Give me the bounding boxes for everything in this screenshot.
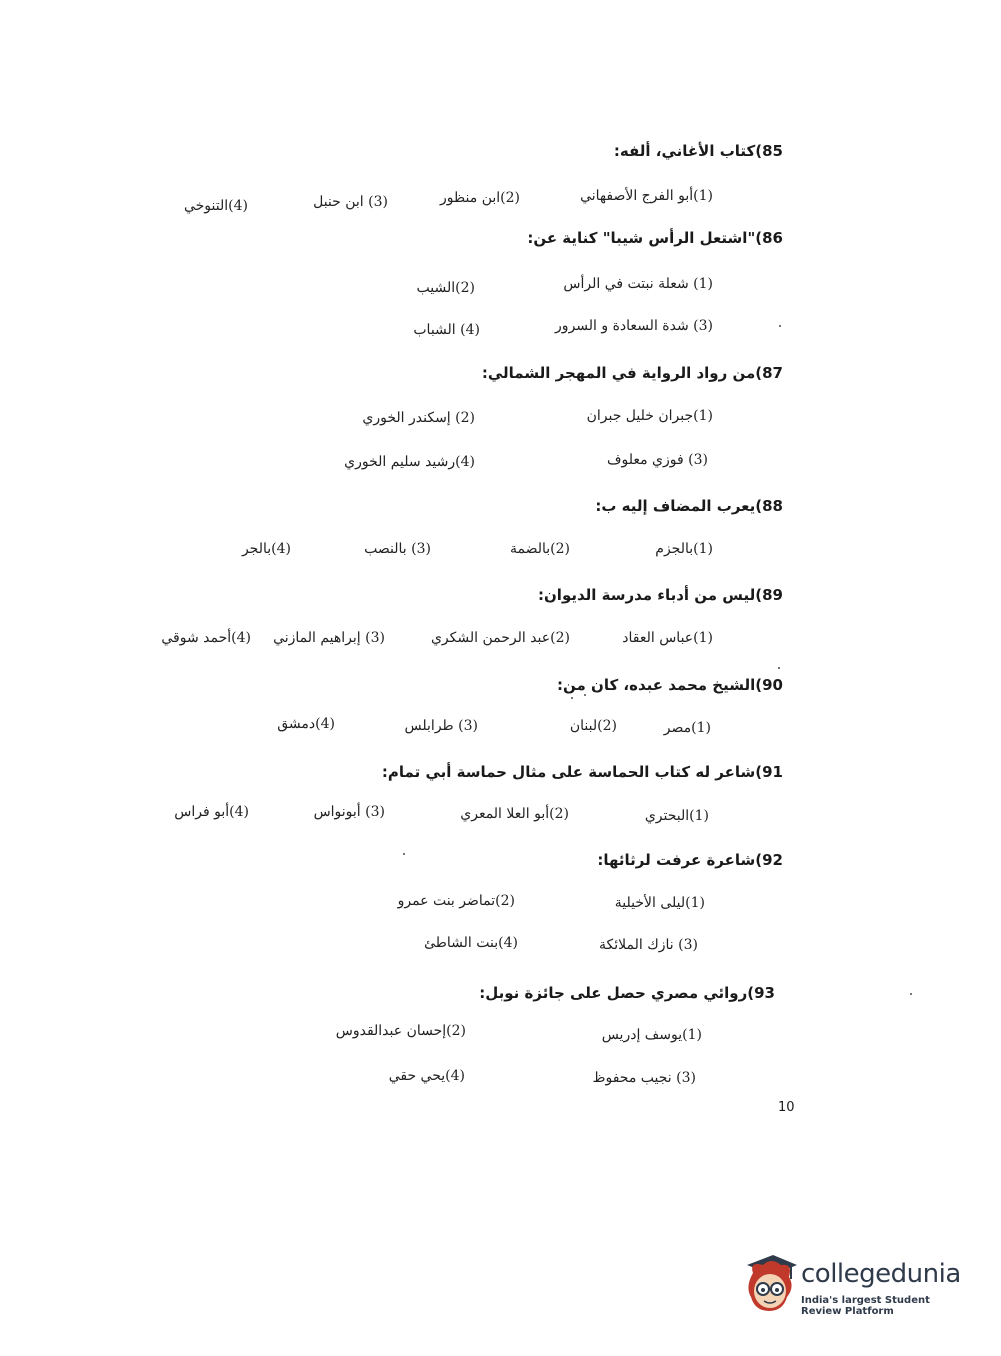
scan-speck	[584, 694, 586, 696]
question-89: 89)ليس من أدباء مدرسة الديوان:	[538, 586, 783, 604]
option-88-3: (3) بالنصب	[364, 541, 431, 557]
logo-wordmark: collegedunia	[801, 1259, 961, 1289]
option-93-2: (2)إحسان عبدالقدوس	[335, 1023, 466, 1039]
option-89-1: (1)عباس العقاد	[622, 630, 713, 646]
option-88-1: (1)بالجزم	[655, 541, 713, 557]
option-86-3: (3) شدة السعادة و السرور	[555, 318, 713, 334]
scan-speck	[571, 697, 573, 699]
option-86-4: (4) الشباب	[413, 322, 480, 338]
option-85-3: (3) ابن حنبل	[313, 194, 388, 210]
collegedunia-logo	[743, 1253, 973, 1323]
scan-speck	[403, 853, 405, 855]
page-number: 10	[778, 1100, 795, 1115]
option-91-1: (1)البحتري	[644, 808, 709, 824]
option-90-1: (1)مصر	[663, 720, 711, 736]
option-93-3: (3) نجيب محفوظ	[592, 1070, 696, 1086]
option-92-3: (3) نازك الملائكة	[599, 937, 698, 953]
scan-speck	[910, 993, 912, 995]
mascot-icon	[743, 1253, 799, 1315]
option-93-4: (4)يحي حقي	[388, 1068, 465, 1084]
question-87: 87)من رواد الرواية في المهجر الشمالي:	[481, 364, 783, 382]
logo-tagline: India's largest Student Review Platform	[801, 1295, 930, 1317]
option-87-3: (3) فوزي معلوف	[606, 452, 708, 468]
option-91-4: (4)أبو فراس	[174, 804, 249, 820]
option-93-1: (1)يوسف إدريس	[601, 1027, 702, 1043]
option-85-2: (2)ابن منظور	[440, 190, 520, 206]
question-91: 91)شاعر له كتاب الحماسة على مثال حماسة أبي تمام:	[381, 763, 783, 781]
option-92-1: (1)ليلى الأخيلية	[614, 895, 705, 911]
option-87-2: (2) إسكندر الخوري	[362, 410, 475, 426]
scan-speck	[778, 667, 780, 669]
question-90: 90)الشيخ محمد عبده، كان من:	[557, 676, 783, 694]
option-90-3: (3) طرابلس	[404, 718, 478, 734]
scan-speck	[779, 325, 781, 327]
option-88-2: (2)بالضمة	[509, 541, 570, 557]
option-85-4: (4)التنوخي	[183, 198, 248, 214]
question-93: 93)روائي مصري حصل على جائزة نوبل:	[479, 984, 775, 1002]
question-88: 88)يعرب المضاف إليه ب:	[595, 497, 783, 515]
option-86-1: (1) شعلة نبتت في الرأس	[563, 276, 713, 292]
option-89-3: (3) إبراهيم المازني	[273, 630, 385, 646]
option-89-4: (4)أحمد شوقي	[161, 630, 251, 646]
option-86-2: (2)الشيب	[416, 280, 475, 296]
option-89-2: (2)عبد الرحمن الشكري	[430, 630, 570, 646]
option-91-2: (2)أبو العلا المعري	[460, 806, 569, 822]
question-92: 92)شاعرة عرفت لرثائها:	[597, 851, 783, 869]
option-90-4: (4)دمشق	[277, 716, 335, 732]
question-86: 86)"اشتعل الرأس شيبا" كناية عن:	[527, 229, 783, 247]
option-91-3: (3) أبونواس	[313, 804, 385, 820]
option-92-4: (4)بنت الشاطئ	[424, 935, 518, 951]
question-85: 85)كتاب الأغاني، ألفه:	[613, 142, 783, 160]
option-88-4: (4)بالجر	[241, 541, 291, 557]
option-85-1: (1)أبو الفرج الأصفهاني	[580, 188, 713, 204]
option-92-2: (2)تماضر بنت عمرو	[397, 893, 515, 909]
option-90-2: (2)لبنان	[569, 718, 617, 734]
option-87-1: (1)جبران خليل جبران	[586, 408, 713, 424]
option-87-4: (4)رشيد سليم الخوري	[344, 454, 475, 470]
